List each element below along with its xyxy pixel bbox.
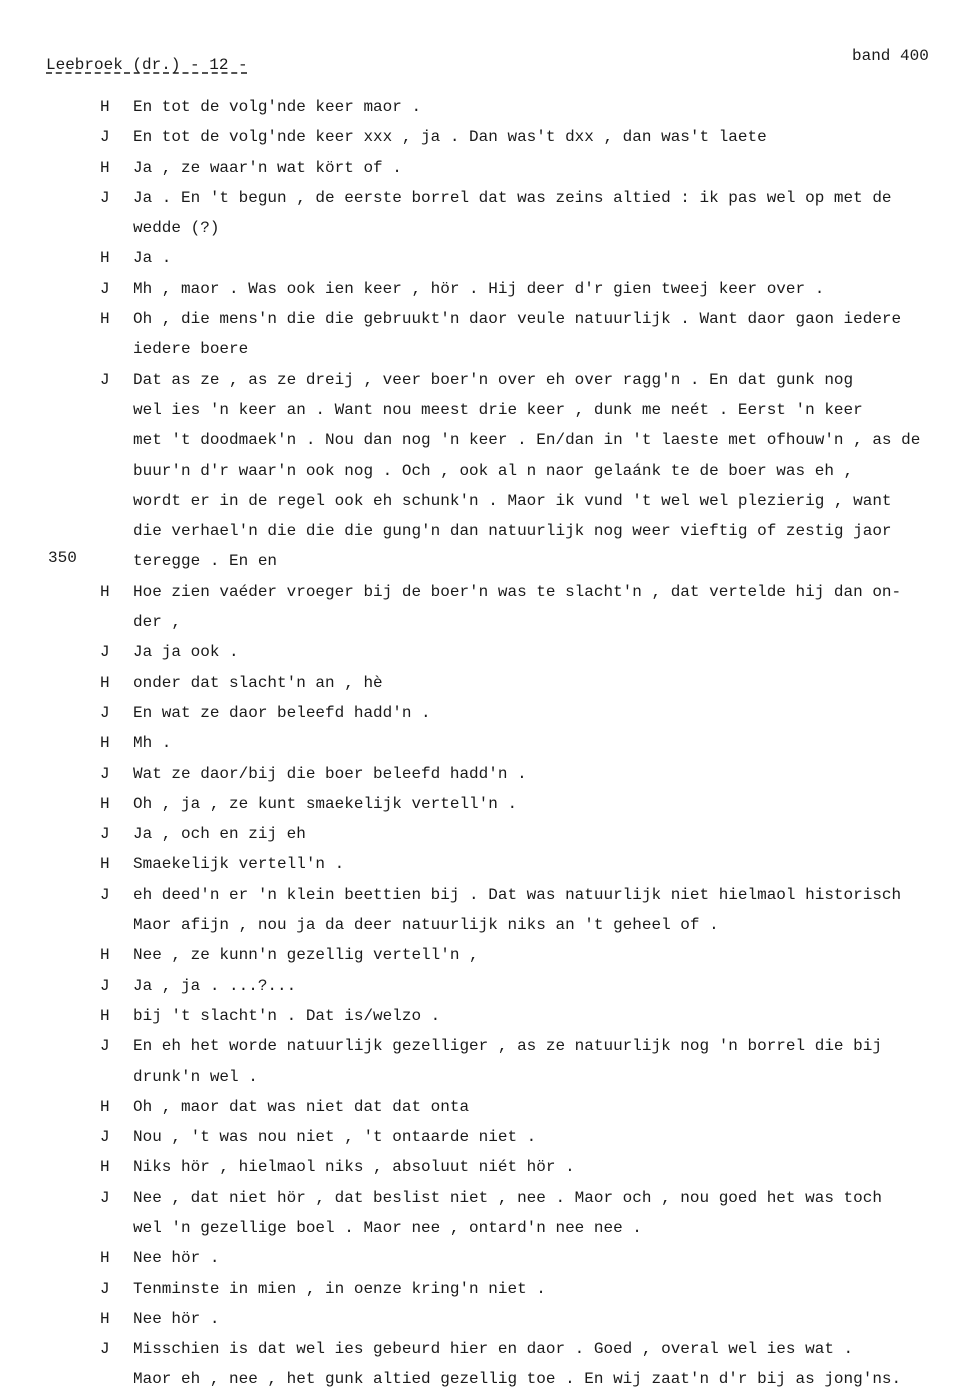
utterance-text: En eh het worde natuurlijk gezelliger , as ze natuurlijk nog 'n borrel die bij	[133, 1037, 882, 1056]
continuation-line: wel ies 'n keer an . Want nou meest drie keer , dunk me neét . Eerst 'n keer	[133, 400, 863, 419]
utterance-text: onder dat slacht'n an , hè	[133, 673, 383, 692]
speaker-label: J	[100, 370, 110, 389]
utterance-text: Nee , dat niet hör , dat beslist niet , nee . Maor och , nou goed het was toch	[133, 1188, 882, 1207]
speaker-label: H	[100, 794, 110, 813]
transcript-line	[100, 304, 970, 334]
utterance-text: Mh .	[133, 734, 172, 753]
transcript	[100, 92, 970, 1395]
speaker-label: J	[100, 1340, 110, 1359]
utterance-text: Ja , ze waar'n wat kört of .	[133, 158, 402, 177]
continuation-line: iedere boere	[133, 340, 249, 359]
utterance-text: Mh , maor . Was ook ien keer , hör . Hij deer d'r gien tweej keer over .	[133, 279, 825, 298]
speaker-label: H	[100, 1309, 110, 1328]
transcript-line	[100, 122, 970, 152]
speaker-label: J	[100, 825, 110, 844]
speaker-label: H	[100, 1249, 110, 1268]
speaker-label: J	[100, 279, 110, 298]
speaker-label: H	[100, 158, 110, 177]
utterance-text: Tenminste in mien , in oenze kring'n niet .	[133, 1279, 546, 1298]
speaker-label: J	[100, 703, 110, 722]
header-title: Leebroek (dr.) - 12 -	[46, 56, 248, 74]
transcript-line	[100, 698, 970, 728]
speaker-label: J	[100, 1037, 110, 1056]
speaker-label: H	[100, 1006, 110, 1025]
transcript-line	[100, 637, 970, 667]
continuation-line: wordt er in de regel ook eh schunk'n . Maor ik vund 't wel wel plezierig , want	[133, 491, 892, 510]
speaker-label: J	[100, 128, 110, 147]
continuation-line: drunk'n wel .	[133, 1067, 258, 1086]
transcript-line	[100, 971, 970, 1001]
transcript-line	[100, 243, 970, 273]
continuation-line: wel 'n gezellige boel . Maor nee , ontard'n nee nee .	[133, 1218, 642, 1237]
header-tape-number: band 400	[852, 47, 929, 65]
transcript-line	[100, 1304, 970, 1334]
continuation-line: der ,	[133, 613, 182, 632]
utterance-text: Nou , 't was nou niet , 't ontaarde niet .	[133, 1128, 537, 1147]
speaker-label: H	[100, 249, 110, 268]
continuation-line: teregge . En en	[133, 552, 278, 571]
speaker-label: J	[100, 1279, 110, 1298]
utterance-text: Ja ja ook .	[133, 643, 239, 662]
transcript-line	[100, 1152, 970, 1182]
transcript-line	[100, 940, 970, 970]
utterance-text: Ja .	[133, 249, 172, 268]
transcript-line	[100, 1031, 970, 1061]
speaker-label: J	[100, 1128, 110, 1147]
utterance-text: Dat as ze , as ze dreij , veer boer'n over eh over ragg'n . En dat gunk nog	[133, 370, 854, 389]
transcript-line	[100, 880, 970, 910]
transcript-line	[100, 668, 970, 698]
transcript-line	[100, 1274, 970, 1304]
speaker-label: H	[100, 582, 110, 601]
utterance-text: Misschien is dat wel ies gebeurd hier en daor . Goed , overal wel ies wat .	[133, 1340, 854, 1359]
utterance-text: Smaekelijk vertell'n .	[133, 855, 345, 874]
utterance-text: Hoe zien vaéder vroeger bij de boer'n was te slacht'n , dat vertelde hij dan on-	[133, 582, 902, 601]
speaker-label: H	[100, 1158, 110, 1177]
transcript-line	[100, 759, 970, 789]
continuation-line: Maor afijn , nou ja da deer natuurlijk niks an 't geheel of .	[133, 916, 719, 935]
transcript-line	[100, 183, 970, 213]
transcript-line	[100, 849, 970, 879]
utterance-text: Ja , ja . ...?...	[133, 976, 297, 995]
transcript-line	[100, 1122, 970, 1152]
transcript-line	[100, 1001, 970, 1031]
transcript-line	[100, 1183, 970, 1213]
utterance-text: En wat ze daor beleefd hadd'n .	[133, 703, 431, 722]
utterance-text: En tot de volg'nde keer xxx , ja . Dan was't dxx , dan was't laete	[133, 128, 767, 147]
transcript-line	[100, 819, 970, 849]
utterance-text: Ja , och en zij eh	[133, 825, 306, 844]
utterance-text: Oh , ja , ze kunt smaekelijk vertell'n .	[133, 794, 518, 813]
speaker-label: J	[100, 188, 110, 207]
transcript-line	[100, 274, 970, 304]
continuation-line: met 't doodmaek'n . Nou dan nog 'n keer . En/dan in 't laeste met ofhouw'n , as de	[133, 431, 921, 450]
continuation-line: die verhael'n die die die gung'n dan natuurlijk nog weer vieftig of zestig jaor	[133, 522, 892, 541]
speaker-label: J	[100, 885, 110, 904]
transcript-line	[100, 577, 970, 607]
utterance-text: bij 't slacht'n . Dat is/welzo .	[133, 1006, 441, 1025]
utterance-text: Niks hör , hielmaol niks , absoluut niét hör .	[133, 1158, 575, 1177]
speaker-label: J	[100, 976, 110, 995]
speaker-label: J	[100, 764, 110, 783]
speaker-label: H	[100, 855, 110, 874]
utterance-text: Nee hör .	[133, 1249, 220, 1268]
continuation-line: buur'n d'r waar'n ook nog . Och , ook al n naor gelaánk te de boer was eh ,	[133, 461, 854, 480]
margin-line-number: 350	[48, 549, 77, 567]
transcript-line	[100, 1334, 970, 1364]
speaker-label: H	[100, 310, 110, 329]
continuation-line: Maor eh , nee , het gunk altied gezellig toe . En wij zaat'n d'r bij as jong'ns.	[133, 1370, 902, 1389]
utterance-text: Oh , die mens'n die die gebruukt'n daor veule natuurlijk . Want daor gaon iedere	[133, 310, 902, 329]
transcript-line	[100, 728, 970, 758]
speaker-label: J	[100, 1188, 110, 1207]
transcript-line	[100, 92, 970, 122]
speaker-label: H	[100, 1097, 110, 1116]
transcript-line	[100, 1243, 970, 1273]
utterance-text: Ja . En 't begun , de eerste borrel dat was zeins altied : ik pas wel op met de	[133, 188, 892, 207]
utterance-text: eh deed'n er 'n klein beettien bij . Dat was natuurlijk niet hielmaol historisch	[133, 885, 902, 904]
speaker-label: H	[100, 946, 110, 965]
speaker-label: H	[100, 734, 110, 753]
speaker-label: H	[100, 673, 110, 692]
utterance-text: Oh , maor dat was niet dat dat onta	[133, 1097, 470, 1116]
utterance-text: Nee , ze kunn'n gezellig vertell'n ,	[133, 946, 479, 965]
utterance-text: Wat ze daor/bij die boer beleefd hadd'n .	[133, 764, 527, 783]
transcript-line	[100, 1092, 970, 1122]
transcript-line	[100, 153, 970, 183]
utterance-text: En tot de volg'nde keer maor .	[133, 98, 422, 116]
transcript-line	[100, 789, 970, 819]
speaker-label: J	[100, 643, 110, 662]
speaker-label: H	[100, 98, 110, 116]
transcript-line	[100, 365, 970, 395]
utterance-text: Nee hör .	[133, 1309, 220, 1328]
continuation-line: wedde (?)	[133, 219, 220, 238]
